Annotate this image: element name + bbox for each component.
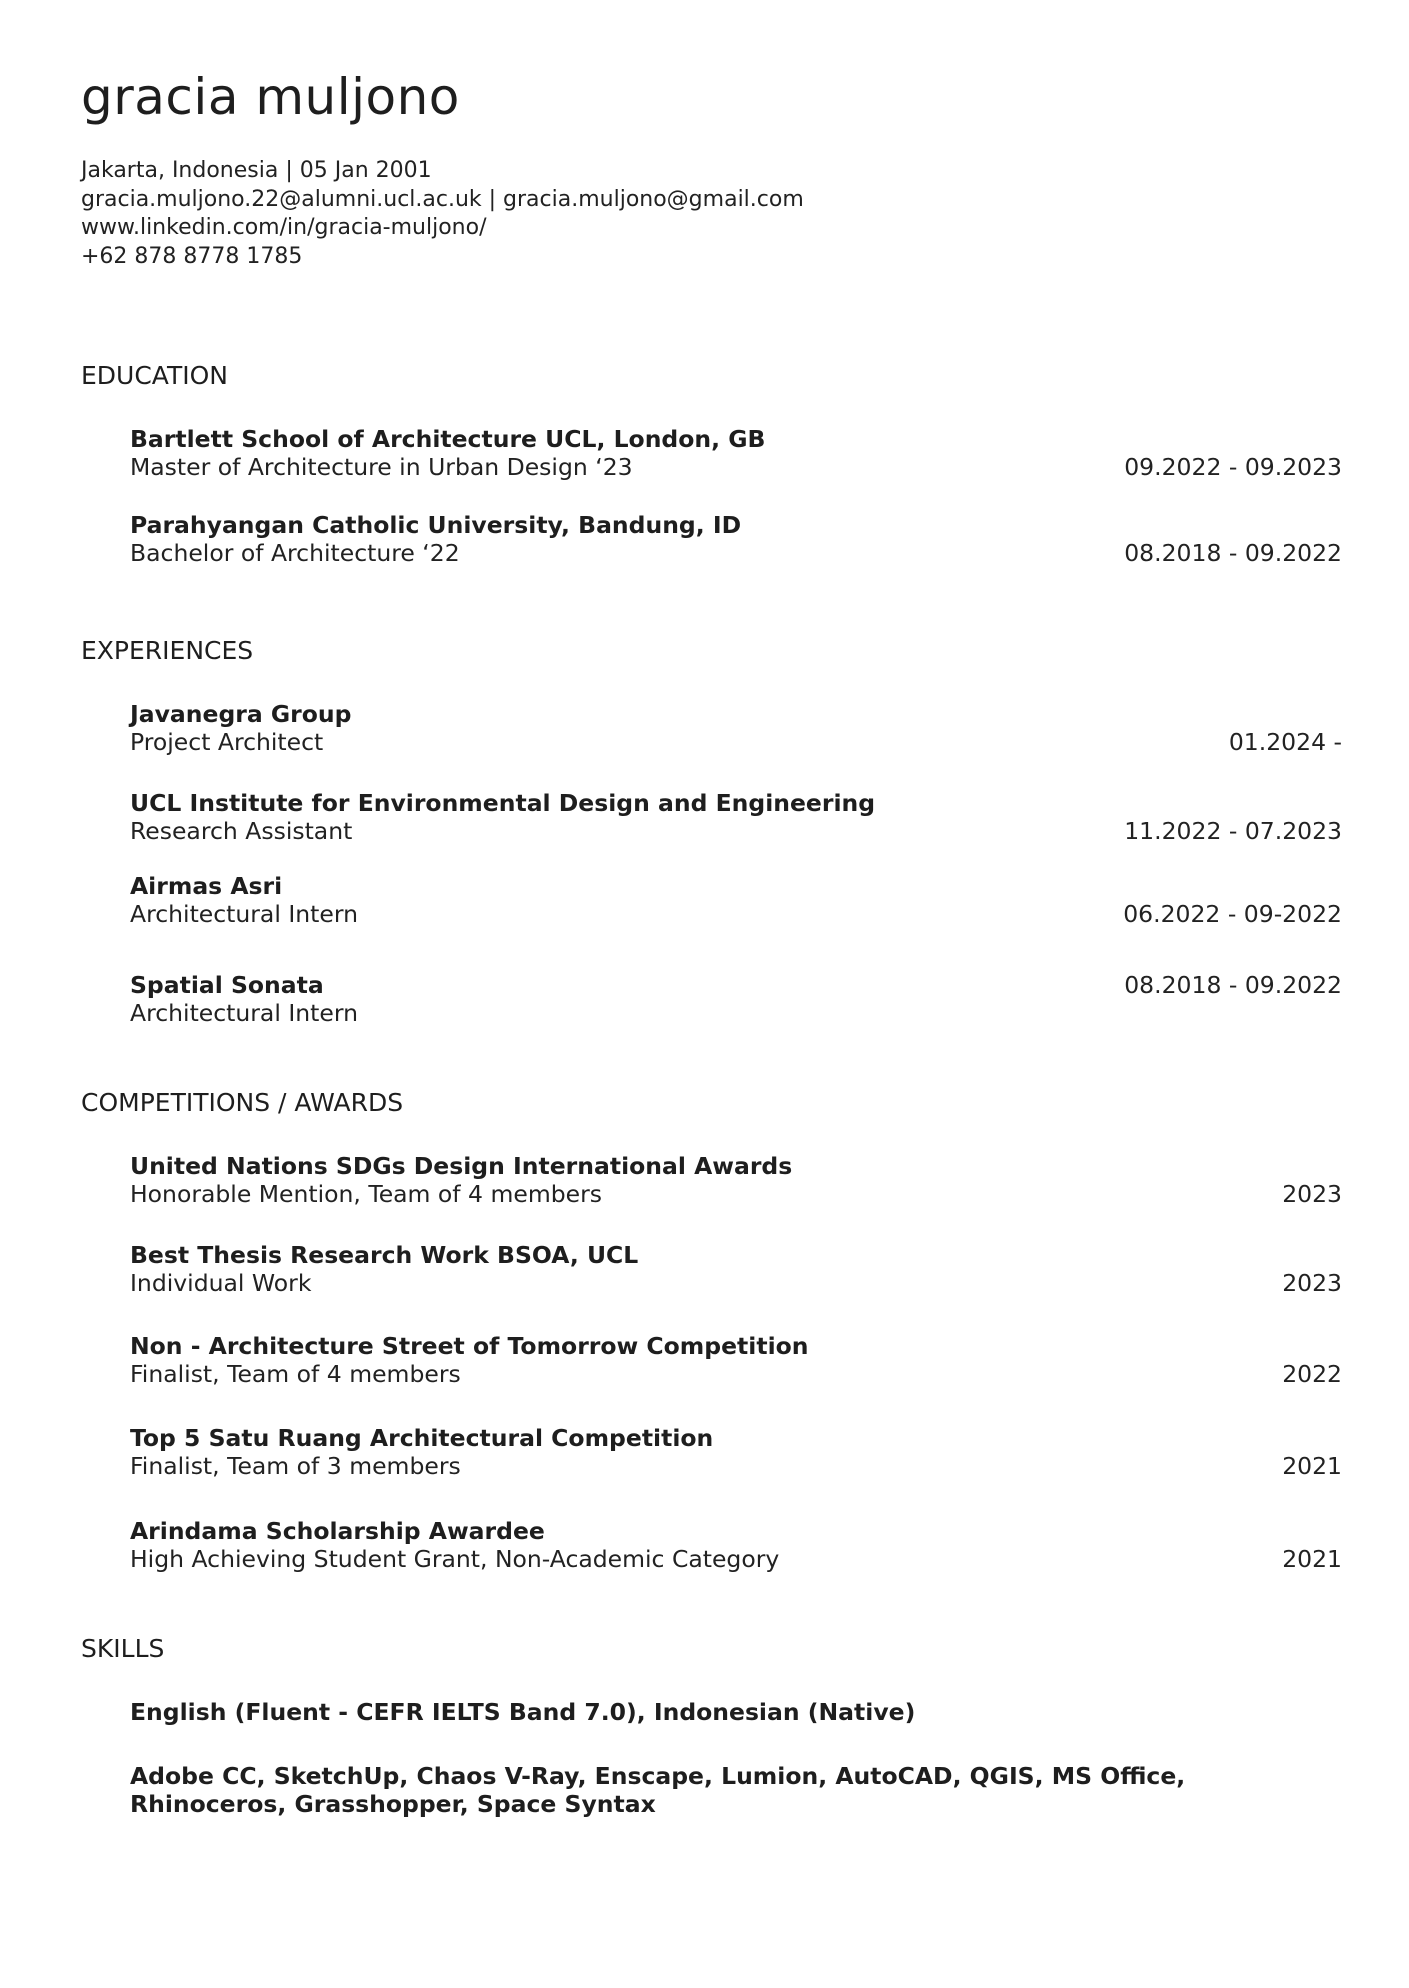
entry-date: 09.2022 - 09.2023 bbox=[1124, 453, 1342, 481]
award-entry bbox=[130, 1152, 1342, 1212]
entry-role: Bachelor of Architecture ‘22 bbox=[130, 539, 460, 567]
phone-number: +62 878 8778 1785 bbox=[81, 243, 303, 269]
entry-date: 2023 bbox=[1282, 1269, 1342, 1297]
education-heading: EDUCATION bbox=[81, 361, 228, 390]
entry-organization: Airmas Asri bbox=[130, 872, 283, 900]
location-dob: Jakarta, Indonesia | 05 Jan 2001 bbox=[81, 158, 432, 183]
experiences-heading: EXPERIENCES bbox=[81, 636, 254, 665]
skills-software: Adobe CC, SketchUp, Chaos V-Ray, Enscape, Lumion, AutoCAD, QGIS, MS Office, Rhinoceros, Grasshopper, Space Syntax bbox=[130, 1762, 1186, 1818]
entry-role: Project Architect bbox=[130, 728, 324, 756]
entry-date: 2021 bbox=[1282, 1452, 1342, 1480]
education-entry bbox=[130, 425, 1342, 485]
email-addresses: gracia.muljono.22@alumni.ucl.ac.uk | gracia.muljono@gmail.com bbox=[81, 186, 804, 212]
entry-organization: United Nations SDGs Design International Awards bbox=[130, 1152, 793, 1180]
entry-role: Honorable Mention, Team of 4 members bbox=[130, 1180, 602, 1208]
award-entry bbox=[130, 1424, 1342, 1484]
award-entry bbox=[130, 1517, 1342, 1577]
entry-date: 2022 bbox=[1282, 1360, 1342, 1388]
entry-date: 06.2022 - 09-2022 bbox=[1123, 900, 1342, 928]
contact-block bbox=[81, 157, 804, 271]
entry-organization: Arindama Scholarship Awardee bbox=[130, 1517, 545, 1545]
entry-role: Research Assistant bbox=[130, 817, 353, 845]
awards-heading: COMPETITIONS / AWARDS bbox=[81, 1088, 404, 1117]
entry-role: High Achieving Student Grant, Non-Academic Category bbox=[130, 1545, 780, 1573]
experience-entry bbox=[130, 872, 1342, 932]
experience-entry bbox=[130, 700, 1342, 760]
skills-heading: SKILLS bbox=[81, 1634, 165, 1663]
entry-organization: Spatial Sonata bbox=[130, 971, 324, 999]
entry-role: Individual Work bbox=[130, 1269, 312, 1297]
entry-role: Architectural Intern bbox=[130, 999, 358, 1027]
entry-role: Finalist, Team of 4 members bbox=[130, 1360, 461, 1388]
entry-role: Master of Architecture in Urban Design ‘23 bbox=[130, 453, 633, 481]
entry-organization: Javanegra Group bbox=[130, 700, 352, 728]
experience-entry bbox=[130, 971, 1342, 1031]
entry-organization: Best Thesis Research Work BSOA, UCL bbox=[130, 1241, 639, 1269]
resume-name: gracia muljono bbox=[81, 68, 460, 126]
entry-organization: Parahyangan Catholic University, Bandung, ID bbox=[130, 511, 742, 539]
entry-date: 2021 bbox=[1282, 1545, 1342, 1573]
entry-organization: Non - Architecture Street of Tomorrow Competition bbox=[130, 1332, 809, 1360]
entry-role: Finalist, Team of 3 members bbox=[130, 1452, 461, 1480]
entry-organization: Top 5 Satu Ruang Architectural Competition bbox=[130, 1424, 714, 1452]
entry-date: 08.2018 - 09.2022 bbox=[1124, 539, 1342, 567]
entry-organization: Bartlett School of Architecture UCL, London, GB bbox=[130, 425, 766, 453]
entry-role: Architectural Intern bbox=[130, 900, 358, 928]
award-entry bbox=[130, 1241, 1342, 1301]
linkedin-url: www.linkedin.com/in/gracia-muljono/ bbox=[81, 215, 487, 240]
education-entry bbox=[130, 511, 1342, 571]
entry-organization: UCL Institute for Environmental Design and Engineering bbox=[130, 789, 876, 817]
entry-date: 08.2018 - 09.2022 bbox=[1124, 971, 1342, 999]
experience-entry bbox=[130, 789, 1342, 849]
entry-date: 11.2022 - 07.2023 bbox=[1124, 817, 1342, 845]
award-entry bbox=[130, 1332, 1342, 1392]
entry-date: 2023 bbox=[1282, 1180, 1342, 1208]
skills-languages: English (Fluent - CEFR IELTS Band 7.0), Indonesian (Native) bbox=[130, 1698, 916, 1726]
entry-date: 01.2024 - bbox=[1228, 728, 1342, 756]
